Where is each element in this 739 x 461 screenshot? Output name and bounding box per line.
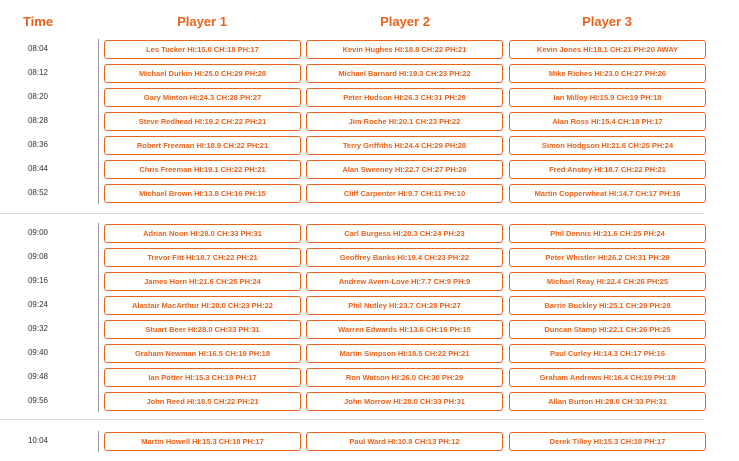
tee-time-row	[0, 432, 739, 451]
player-slot-button[interactable]: Les Tucker HI:15.0 CH:18 PH:17	[104, 40, 301, 59]
player-slot-button[interactable]: Ian Milloy HI:15.9 CH:19 PH:18	[509, 88, 706, 107]
player-slot-button[interactable]: Michael Brown HI:13.8 CH:16 PH:15	[104, 184, 301, 203]
group-separator	[0, 213, 704, 214]
player-slot-button[interactable]: Martin Howell HI:15.3 CH:18 PH:17	[104, 432, 301, 451]
tee-time-label: 09:48	[27, 372, 49, 381]
time-column-header: Time	[22, 14, 54, 29]
player-slot-button[interactable]: Trevor Fitt HI:18.7 CH:22 PH:21	[104, 248, 301, 267]
player-slot-button[interactable]: Peter Hudson HI:26.3 CH:31 PH:29	[306, 88, 503, 107]
player3-column-header: Player 3	[582, 14, 632, 29]
tee-time-row	[0, 272, 739, 291]
tee-time-row	[0, 224, 739, 243]
player-slot-button[interactable]: Kevin Hughes HI:18.8 CH:22 PH:21	[306, 40, 503, 59]
tee-time-label: 09:24	[27, 300, 49, 309]
tee-time-label: 10:04	[27, 436, 49, 445]
player-slot-button[interactable]: Steve Redhead HI:19.2 CH:22 PH:21	[104, 112, 301, 131]
player-slot-button[interactable]: John Reed HI:18.5 CH:22 PH:21	[104, 392, 301, 411]
player-slot-button[interactable]: Derek Tilley HI:15.3 CH:18 PH:17	[509, 432, 706, 451]
tee-time-label: 08:28	[27, 116, 49, 125]
tee-time-label: 08:52	[27, 188, 49, 197]
player-slot-button[interactable]: Peter Whistler HI:26.2 CH:31 PH:29	[509, 248, 706, 267]
tee-time-row	[0, 64, 739, 83]
tee-time-label: 08:12	[27, 68, 49, 77]
tee-time-row	[0, 248, 739, 267]
tee-time-row	[0, 320, 739, 339]
tee-time-row	[0, 112, 739, 131]
tee-time-row	[0, 392, 739, 411]
player-slot-button[interactable]: Geoffrey Banks HI:19.4 CH:23 PH:22	[306, 248, 503, 267]
player1-column-header: Player 1	[177, 14, 227, 29]
group-separator	[0, 419, 704, 420]
tee-time-label: 09:40	[27, 348, 49, 357]
player2-column-header: Player 2	[380, 14, 430, 29]
player-slot-button[interactable]: Andrew Avern-Love HI:7.7 CH:9 PH:9	[306, 272, 503, 291]
player-slot-button[interactable]: Cliff Carpenter HI:9.7 CH:11 PH:10	[306, 184, 503, 203]
player-slot-button[interactable]: John Morrow HI:28.0 CH:33 PH:31	[306, 392, 503, 411]
player-slot-button[interactable]: Allan Burton HI:28.0 CH:33 PH:31	[509, 392, 706, 411]
tee-time-row	[0, 136, 739, 155]
tee-time-row	[0, 40, 739, 59]
player-slot-button[interactable]: Mike Riches HI:23.0 CH:27 PH:26	[509, 64, 706, 83]
player-slot-button[interactable]: Michael Reay HI:22.4 CH:26 PH:25	[509, 272, 706, 291]
player-slot-button[interactable]: Barrie Buckley HI:25.1 CH:29 PH:28	[509, 296, 706, 315]
tee-time-label: 08:04	[27, 44, 49, 53]
player-slot-button[interactable]: Alastair MacArthur HI:20.0 CH:23 PH:22	[104, 296, 301, 315]
tee-time-label: 09:16	[27, 276, 49, 285]
player-slot-button[interactable]: Phil Nutley HI:23.7 CH:28 PH:27	[306, 296, 503, 315]
player-slot-button[interactable]: Warren Edwards HI:13.6 CH:16 PH:15	[306, 320, 503, 339]
player-slot-button[interactable]: Robert Freeman HI:18.9 CH:22 PH:21	[104, 136, 301, 155]
player-slot-button[interactable]: Alan Sweeney HI:22.7 CH:27 PH:26	[306, 160, 503, 179]
player-slot-button[interactable]: Paul Curley HI:14.3 CH:17 PH:16	[509, 344, 706, 363]
player-slot-button[interactable]: Graham Andrews HI:16.4 CH:19 PH:18	[509, 368, 706, 387]
tee-time-row	[0, 184, 739, 203]
player-slot-button[interactable]: Martin Simpson HI:18.5 CH:22 PH:21	[306, 344, 503, 363]
player-slot-button[interactable]: Gary Minton HI:24.3 CH:28 PH:27	[104, 88, 301, 107]
player-slot-button[interactable]: Carl Burgess HI:20.3 CH:24 PH:23	[306, 224, 503, 243]
tee-time-row	[0, 344, 739, 363]
player-slot-button[interactable]: James Horn HI:21.6 CH:25 PH:24	[104, 272, 301, 291]
tee-time-label: 09:56	[27, 396, 49, 405]
player-slot-button[interactable]: Graham Newman HI:16.5 CH:19 PH:18	[104, 344, 301, 363]
tee-time-label: 09:00	[27, 228, 49, 237]
player-slot-button[interactable]: Kevin Jones HI:18.1 CH:21 PH:20 AWAY	[509, 40, 706, 59]
player-slot-button[interactable]: Martin Copperwheat HI:14.7 CH:17 PH:16	[509, 184, 706, 203]
player-slot-button[interactable]: Jim Roche HI:20.1 CH:23 PH:22	[306, 112, 503, 131]
tee-time-row	[0, 160, 739, 179]
player-slot-button[interactable]: Ian Potter HI:15.3 CH:18 PH:17	[104, 368, 301, 387]
tee-time-label: 08:20	[27, 92, 49, 101]
tee-time-label: 09:08	[27, 252, 49, 261]
player-slot-button[interactable]: Ron Watson HI:26.0 CH:30 PH:29	[306, 368, 503, 387]
player-slot-button[interactable]: Michael Barnard HI:19.3 CH:23 PH:22	[306, 64, 503, 83]
player-slot-button[interactable]: Chris Freeman HI:19.1 CH:22 PH:21	[104, 160, 301, 179]
player-slot-button[interactable]: Duncan Stamp HI:22.1 CH:26 PH:25	[509, 320, 706, 339]
player-slot-button[interactable]: Michael Durkin HI:25.0 CH:29 PH:28	[104, 64, 301, 83]
player-slot-button[interactable]: Paul Ward HI:10.8 CH:13 PH:12	[306, 432, 503, 451]
player-slot-button[interactable]: Fred Anstey HI:18.7 CH:22 PH:21	[509, 160, 706, 179]
tee-time-row	[0, 296, 739, 315]
player-slot-button[interactable]: Alan Ross HI:15.4 CH:18 PH:17	[509, 112, 706, 131]
tee-time-label: 08:44	[27, 164, 49, 173]
player-slot-button[interactable]: Simon Hodgson HI:21.6 CH:25 PH:24	[509, 136, 706, 155]
player-slot-button[interactable]: Stuart Beer HI:28.0 CH:33 PH:31	[104, 320, 301, 339]
tee-time-row	[0, 368, 739, 387]
tee-time-row	[0, 88, 739, 107]
tee-time-label: 09:32	[27, 324, 49, 333]
player-slot-button[interactable]: Phil Dennis HI:21.6 CH:25 PH:24	[509, 224, 706, 243]
tee-time-label: 08:36	[27, 140, 49, 149]
player-slot-button[interactable]: Adrian Noon HI:28.0 CH:33 PH:31	[104, 224, 301, 243]
player-slot-button[interactable]: Terry Griffiths HI:24.4 CH:29 PH:28	[306, 136, 503, 155]
